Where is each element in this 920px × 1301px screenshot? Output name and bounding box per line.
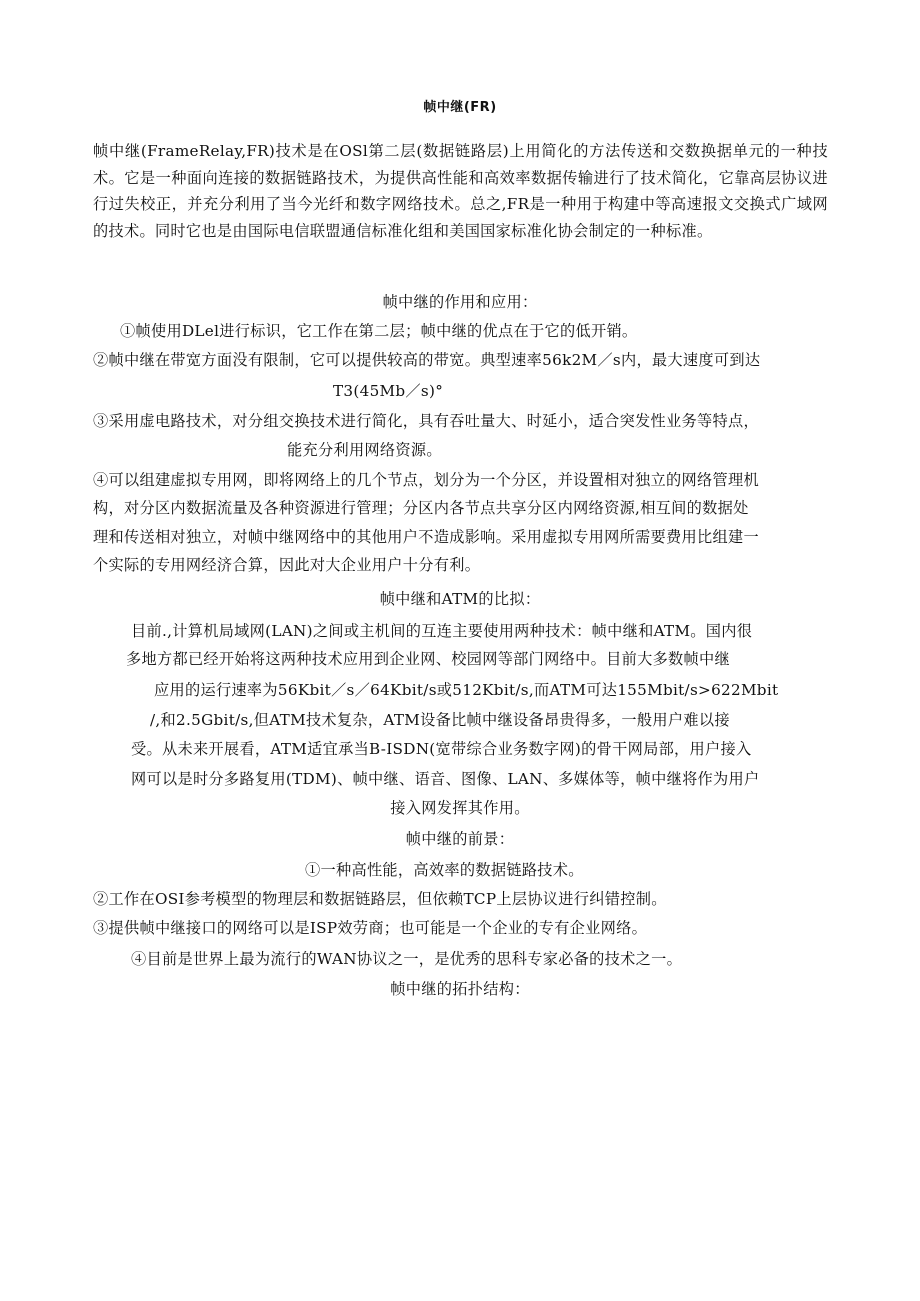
paragraph-line: /,和2.5Gbit/s,但ATM技术复杂，ATM设备比帧中继设备昂贵得多，一般用户难以接 [150, 711, 730, 729]
section-heading-role: 帧中继的作用和应用： [382, 293, 538, 311]
intro-paragraph: 帧中继(FrameRelay,FR)技术是在OSl第二层(数据链路层)上用简化的方法传送和交数换据单元的一种技术。它是一种面向连接的数据链路技术，为提供高性能和高效率数据传输进行了技术简化，它靠高层协议进行过失校正，并充分利用了当今光纤和数字网络技术。总之,FR是一种用于构建中等高速报文交换式广域网的技术。同时它也是由国际电信联盟通信标准化组和美国国家标准化协会制定的一种标准。 [93, 142, 828, 240]
document-title: 帧中继(FR) [423, 100, 497, 115]
list-item-continuation: T3(45Mb／s)° [333, 382, 444, 400]
list-item-continuation: 个实际的专用网经济合算，因此对大企业用户十分有利。 [93, 556, 481, 574]
paragraph-line: 应用的运行速率为56Kbit／s／64Kbit/s或512Kbit/s,而ATM可达155Mbit/s>622Mbit [154, 681, 779, 699]
list-item: ③采用虚电路技术，对分组交换技术进行简化，具有吞吐量大、时延小，适合突发性业务等特点， [93, 412, 759, 430]
paragraph-line: 接入网发挥其作用。 [390, 799, 530, 817]
list-item: ②工作在OSI参考模型的物理层和数据链路层，但依赖TCP上层协议进行纠错控制。 [93, 890, 667, 908]
list-item: ④可以组建虚拟专用网，即将网络上的几个节点，划分为一个分区，并设置相对独立的网络管理机 [93, 471, 759, 489]
list-item: ④目前是世界上最为流行的WAN协议之一，是优秀的思科专家必备的技术之一。 [131, 950, 683, 968]
list-item: ③提供帧中继接口的网络可以是ISP效劳商；也可能是一个企业的专有企业网络。 [93, 919, 648, 937]
paragraph-line: 多地方都已经开始将这两种技术应用到企业网、校园网等部门网络中。目前大多数帧中继 [126, 650, 731, 668]
paragraph-line: 目前.,计算机局域网(LAN)之间或主机间的互连主要使用两种技术：帧中继和ATM。国内很 [131, 622, 753, 640]
section-heading-topology: 帧中继的拓扑结构： [390, 980, 530, 998]
section-heading-compare: 帧中继和ATM的比拟： [379, 590, 541, 608]
list-item: ②帧中继在带宽方面没有限制，它可以提供较高的带宽。典型速率56k2M／s内，最大速度可到达 [93, 351, 761, 369]
list-item: ①帧使用DLel进行标识，它工作在第二层；帧中继的优点在于它的低开销。 [120, 322, 638, 340]
list-item-continuation: 能充分利用网络资源。 [287, 441, 442, 459]
section-heading-outlook: 帧中继的前景： [405, 830, 515, 848]
paragraph-line: 受。从未来开展看，ATM适宜承当B-ISDN(宽带综合业务数字网)的骨干网局部，用户接入 [131, 740, 752, 758]
list-item-continuation: 构，对分区内数据流量及各种资源进行管理；分区内各节点共享分区内网络资源,相互间的数据处 [93, 499, 749, 517]
paragraph-line: 网可以是时分多路复用(TDM)、帧中继、语音、图像、LAN、多媒体等，帧中继将作为用户 [131, 770, 760, 788]
list-item: ①一种高性能，高效率的数据链路技术。 [305, 861, 584, 879]
list-item-continuation: 理和传送相对独立，对帧中继网络中的其他用户不造成影响。采用虚拟专用网所需要费用比组建一 [93, 528, 759, 546]
